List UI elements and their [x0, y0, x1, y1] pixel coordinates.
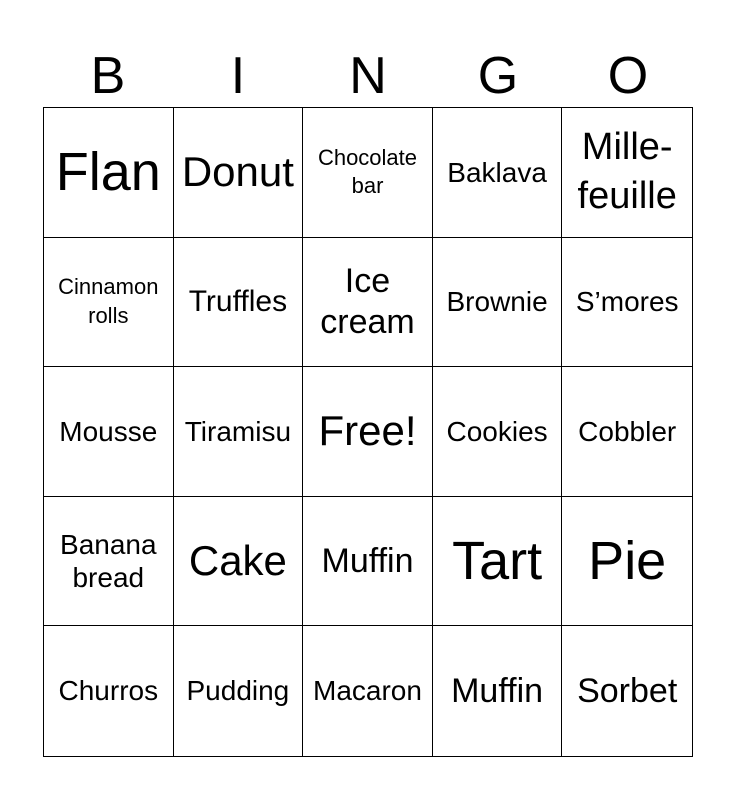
bingo-cell[interactable]: Cobbler [562, 367, 692, 497]
free-space-cell[interactable]: Free! [303, 367, 433, 497]
header-letter-b: B [90, 47, 126, 105]
bingo-cell[interactable]: Flan [44, 108, 174, 238]
bingo-cell[interactable]: Cake [174, 497, 304, 627]
bingo-cell[interactable]: Brownie [433, 238, 563, 368]
header-letter-g: G [477, 47, 519, 105]
bingo-cell[interactable]: Banana bread [44, 497, 174, 627]
bingo-cell[interactable]: Baklava [433, 108, 563, 238]
bingo-cell[interactable]: S’mores [562, 238, 692, 368]
bingo-cell[interactable]: Chocolate bar [303, 108, 433, 238]
bingo-cell[interactable]: Pudding [174, 626, 304, 756]
bingo-cell[interactable]: Ice cream [303, 238, 433, 368]
bingo-cell[interactable]: Tart [433, 497, 563, 627]
bingo-cell[interactable]: Muffin [303, 497, 433, 627]
bingo-cell[interactable]: Pie [562, 497, 692, 627]
bingo-board [43, 107, 693, 757]
bingo-header [43, 44, 693, 108]
bingo-cell[interactable]: Cinnamon rolls [44, 238, 174, 368]
bingo-cell[interactable]: Macaron [303, 626, 433, 756]
bingo-cell[interactable]: Churros [44, 626, 174, 756]
bingo-cell[interactable]: Muffin [433, 626, 563, 756]
bingo-cell[interactable]: Truffles [174, 238, 304, 368]
bingo-cell[interactable]: Tiramisu [174, 367, 304, 497]
header-letter-n: N [349, 47, 387, 105]
bingo-cell[interactable]: Donut [174, 108, 304, 238]
bingo-cell[interactable]: Sorbet [577, 671, 678, 710]
bingo-cell[interactable]: Mille- feuille [562, 108, 692, 238]
bingo-cell[interactable]: Cookies [433, 367, 563, 497]
bingo-cell[interactable]: Mousse [44, 367, 174, 497]
header-letter-i: I [230, 47, 246, 105]
header-letter-o: O [607, 47, 649, 105]
